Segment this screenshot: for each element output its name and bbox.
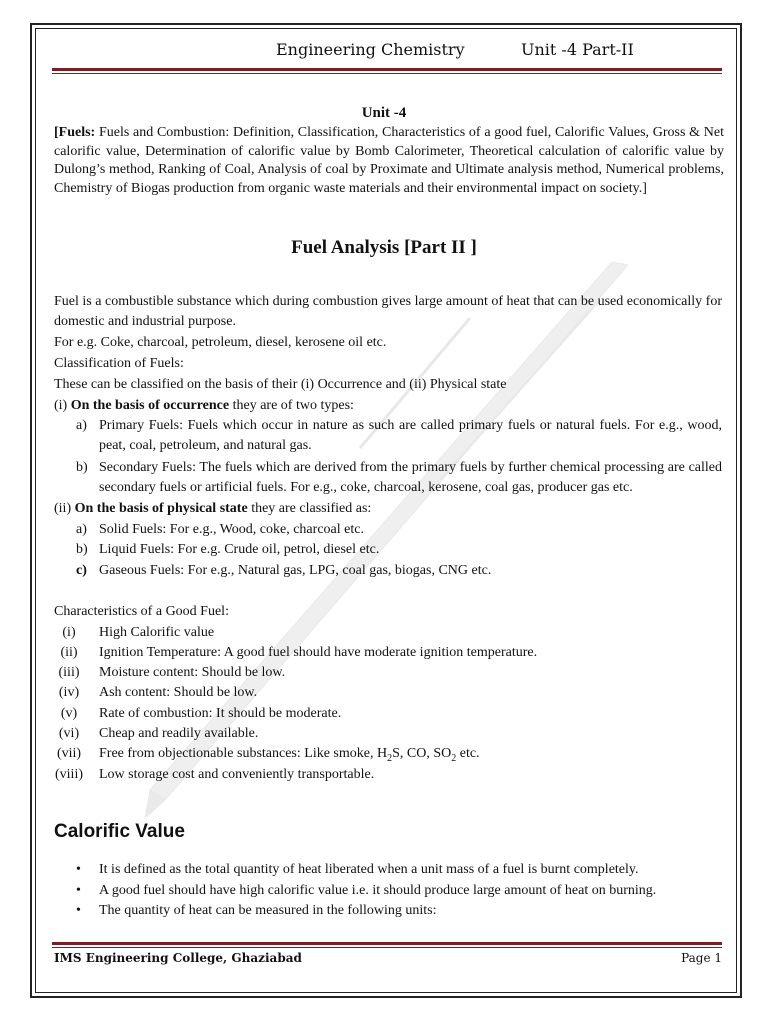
syllabus-label: [Fuels: <box>54 125 96 140</box>
fuel-definition: Fuel is a combustible substance which during combustion gives large amount of heat that can be used economically for domestic and industrial purpose. <box>54 294 722 329</box>
characteristic-item: High Calorific value <box>99 625 215 640</box>
list-marker: (iv) <box>58 685 80 700</box>
footer-divider <box>52 942 722 945</box>
solid-fuels-text: Solid Fuels: For e.g., Wood, coke, charcoal etc. <box>99 522 364 537</box>
list-marker: (vii) <box>56 746 82 761</box>
characteristic-item: Moisture content: Should be low. <box>99 665 286 680</box>
physical-suffix: they are classified as: <box>247 501 372 516</box>
physical-state-heading <box>54 499 722 519</box>
syllabus-paragraph <box>54 124 724 198</box>
footer-divider-thin <box>52 947 722 948</box>
list-marker: (vi) <box>58 726 80 741</box>
list-marker: (i) <box>62 625 76 640</box>
characteristic-item: Ash content: Should be low. <box>99 685 258 700</box>
header-unit-part: Unit -4 Part-II <box>521 40 634 59</box>
list-marker: (v) <box>60 706 78 721</box>
occurrence-suffix: they are of two types: <box>229 398 354 413</box>
secondary-fuels-text: Secondary Fuels: The fuels which are derived from the primary fuels by further chemical processing are called secondary fuels or artificial fuels. For e.g., coke, charcoal, kerosene, coal gas, producer gas etc. <box>99 460 722 495</box>
physical-prefix: (ii) <box>54 501 75 516</box>
classification-basis: These can be classified on the basis of their (i) Occurrence and (ii) Physical state <box>54 377 507 392</box>
footer-college: IMS Engineering College, Ghaziabad <box>54 951 302 965</box>
fuel-examples: For e.g. Coke, charcoal, petroleum, diesel, kerosene oil etc. <box>54 335 387 350</box>
primary-fuels-text: Primary Fuels: Fuels which occur in nature as such are called primary fuels or natural fuels. For e.g., wood, peat, coal, petroleum, and natural gas. <box>99 418 722 453</box>
syllabus-text: Fuels and Combustion: Definition, Classification, Characteristics of a good fuel, Calorific Values, Gross & Net calorific value, Determination of calorific value by Bomb Calorimeter, Theoretical calculation of calorific value by Dulong’s method, Ranking of Coal, Analysis of coal by Proximate and Ultimate analysis method, Numerical problems, Chemistry of Biogas production from organic waste materials and their environmental impact on society.] <box>54 125 724 196</box>
physical-bold: On the basis of physical state <box>74 501 248 516</box>
objectionable-text-mid: S, CO, SO <box>392 746 452 761</box>
list-marker: (iii) <box>58 665 80 680</box>
subscript: 2 <box>451 752 457 764</box>
occurrence-prefix: (i) <box>54 398 71 413</box>
calorific-bullet: The quantity of heat can be measured in the following units: <box>99 903 437 918</box>
objectionable-text-end: etc. <box>456 746 480 761</box>
bullet-icon: • <box>76 903 81 918</box>
occurrence-heading <box>54 396 722 416</box>
classification-heading: Classification of Fuels: <box>54 356 184 371</box>
gaseous-fuels-text: Gaseous Fuels: For e.g., Natural gas, LPG, coal gas, biogas, CNG etc. <box>99 563 492 578</box>
subscript: 2 <box>387 752 393 764</box>
unit-title: Unit -4 <box>361 105 407 121</box>
list-marker: c) <box>76 563 87 578</box>
header-divider-thin <box>52 73 722 74</box>
characteristics-heading: Characteristics of a Good Fuel: <box>54 604 229 619</box>
header-divider <box>52 68 722 71</box>
calorific-bullet: It is defined as the total quantity of heat liberated when a unit mass of a fuel is burnt completely. <box>99 862 639 877</box>
liquid-fuels-text: Liquid Fuels: For e.g. Crude oil, petrol, diesel etc. <box>99 542 380 557</box>
characteristic-item: Rate of combustion: It should be moderate. <box>99 706 342 721</box>
calorific-heading: Calorific Value <box>54 821 185 842</box>
list-marker: a) <box>76 418 87 433</box>
characteristic-item: Cheap and readily available. <box>99 726 259 741</box>
list-marker: (viii) <box>55 767 83 782</box>
section-title: Fuel Analysis [Part II ] <box>291 237 477 258</box>
characteristic-item: Ignition Temperature: A good fuel should have moderate ignition temperature. <box>99 645 538 660</box>
calorific-bullet: A good fuel should have high calorific value i.e. it should produce large amount of heat on burning. <box>99 883 657 898</box>
occurrence-bold: On the basis of occurrence <box>70 398 230 413</box>
list-marker: a) <box>76 522 87 537</box>
list-marker: (ii) <box>60 645 78 660</box>
footer-page-number: Page 1 <box>681 951 722 965</box>
objectionable-text: Free from objectionable substances: Like smoke, H <box>99 746 388 761</box>
bullet-icon: • <box>76 883 81 898</box>
list-marker: b) <box>76 460 88 475</box>
bullet-icon: • <box>76 862 81 877</box>
header-subject: Engineering Chemistry <box>276 40 465 59</box>
list-marker: b) <box>76 542 88 557</box>
characteristic-item: Low storage cost and conveniently transportable. <box>99 767 375 782</box>
